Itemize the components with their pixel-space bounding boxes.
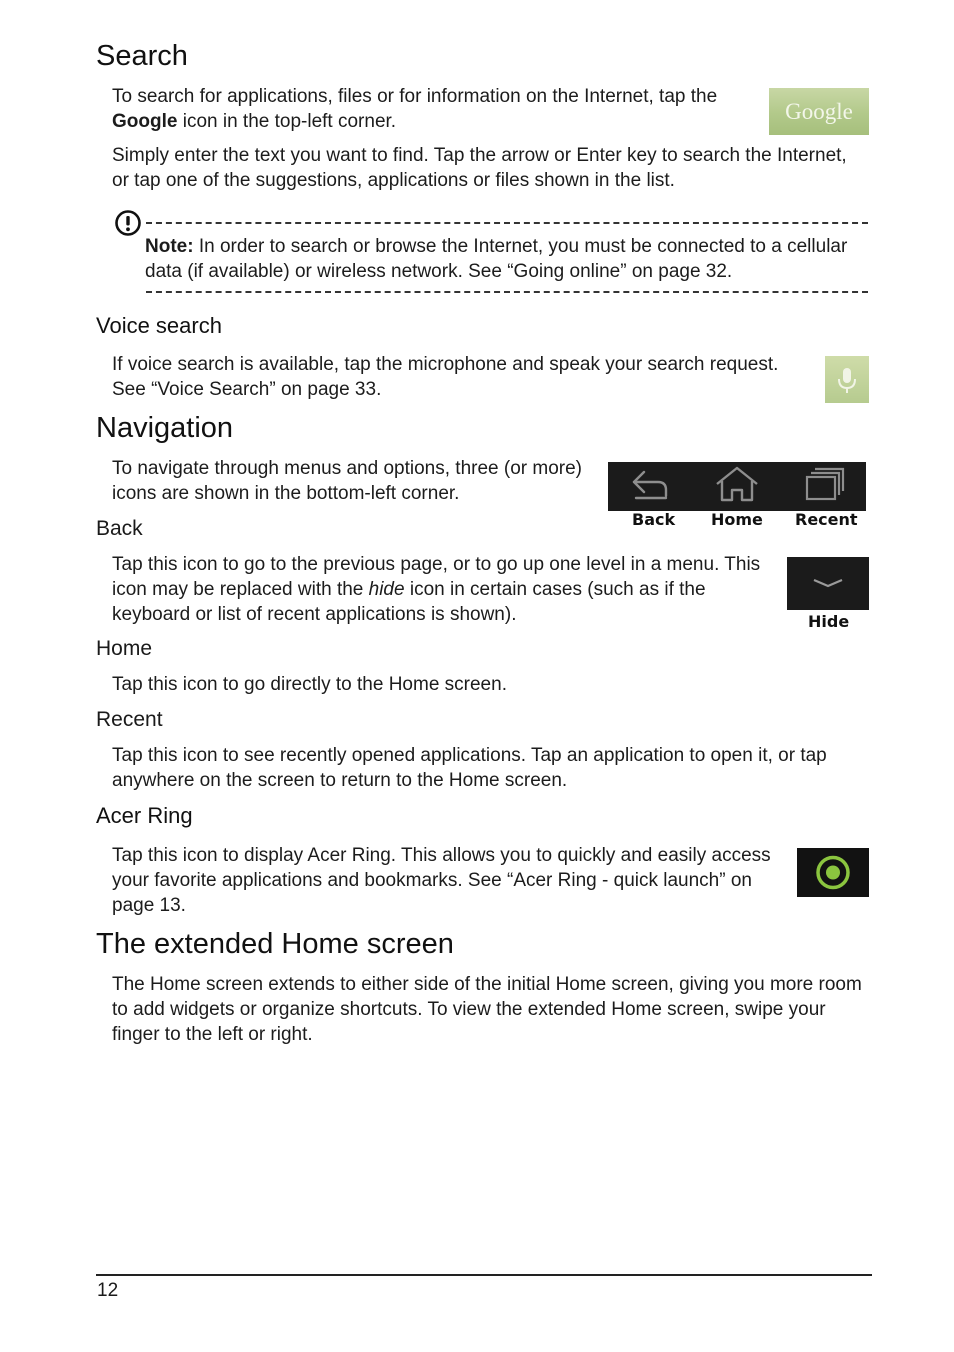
hide-image-label: Hide <box>808 612 850 631</box>
google-search-icon <box>769 88 869 135</box>
back-arrow-icon <box>634 472 666 498</box>
back-heading: Back <box>96 517 143 540</box>
search-heading: Search <box>96 40 188 72</box>
extended-home-text: The Home screen extends to either side of the initial Home screen, giving you more room to add widgets or organize shortcuts. To view the extended Home screen, swipe your finger to the left or right. <box>112 974 862 1045</box>
search-paragraph-2: Simply enter the text you want to find. Tap the arrow or Enter key to search the Internet, or tap one of the suggestions, applications or files shown in the list. <box>112 145 847 191</box>
note-bottom-divider <box>146 291 868 293</box>
acer-ring-text: Tap this icon to display Acer Ring. This allows you to quickly and easily access your favorite applications and bookmarks. See “Acer Ring - quick launch” on page 13. <box>112 845 771 916</box>
navigation-intro: To navigate through menus and options, three (or more) icons are shown in the bottom-left corner. <box>112 458 582 504</box>
search-paragraph-1 <box>112 84 752 134</box>
ring-target-icon <box>797 848 869 897</box>
home-image-label: Home <box>711 510 763 529</box>
recent-image-label: Recent <box>795 510 858 529</box>
footer-divider <box>96 1274 872 1276</box>
navigation-heading: Navigation <box>96 412 234 444</box>
microphone-glyph <box>825 356 869 403</box>
recent-text: Tap this icon to see recently opened applications. Tap an application to open it, or tap anywhere on the screen to return to the Home screen. <box>112 745 827 791</box>
google-bold-text: Google <box>112 111 178 132</box>
note-top-divider <box>146 222 868 224</box>
back-text-a: Tap this icon to go to the previous page, or to go up one level in a menu. This icon may be replaced with the <box>112 554 761 600</box>
recent-heading: Recent <box>96 708 163 731</box>
navigation-icons <box>608 462 866 511</box>
home-house-icon <box>717 468 757 500</box>
back-image-label: Back <box>632 510 676 529</box>
hide-chevron-image <box>787 557 869 610</box>
recent-apps-icon <box>807 469 843 499</box>
microphone-icon <box>825 356 869 403</box>
back-text-b: icon in certain cases (such as if the keyboard or list of recent applications is shown). <box>112 579 706 625</box>
chevron-down-icon <box>787 557 869 610</box>
navigation-bar-image <box>608 462 866 511</box>
acer-ring-heading: Acer Ring <box>96 803 193 828</box>
hide-italic-text: hide <box>368 579 405 600</box>
voice-search-heading: Voice search <box>96 313 222 338</box>
search-p1-text-b: icon in the top-left corner. <box>177 111 397 132</box>
note-text <box>145 234 860 284</box>
page-number: 12 <box>97 1280 119 1301</box>
search-p1-text-a: To search for applications, files or for information on the Internet, tap the <box>112 86 718 107</box>
home-text: Tap this icon to go directly to the Home screen. <box>112 674 507 695</box>
acer-ring-glyph <box>797 848 869 897</box>
back-text <box>112 552 777 627</box>
home-heading: Home <box>96 637 153 660</box>
extended-home-heading: The extended Home screen <box>96 928 454 960</box>
note-body: In order to search or browse the Internet, you must be connected to a cellular data (if available) or wireless network. See “Going online” on page 32. <box>145 236 848 282</box>
note-label: Note: <box>145 236 194 257</box>
exclamation-circle-icon <box>114 209 142 237</box>
voice-search-text: If voice search is available, tap the microphone and speak your search request. See “Voice Search” on page 33. <box>112 354 779 400</box>
google-logo-text: Google <box>785 98 853 124</box>
